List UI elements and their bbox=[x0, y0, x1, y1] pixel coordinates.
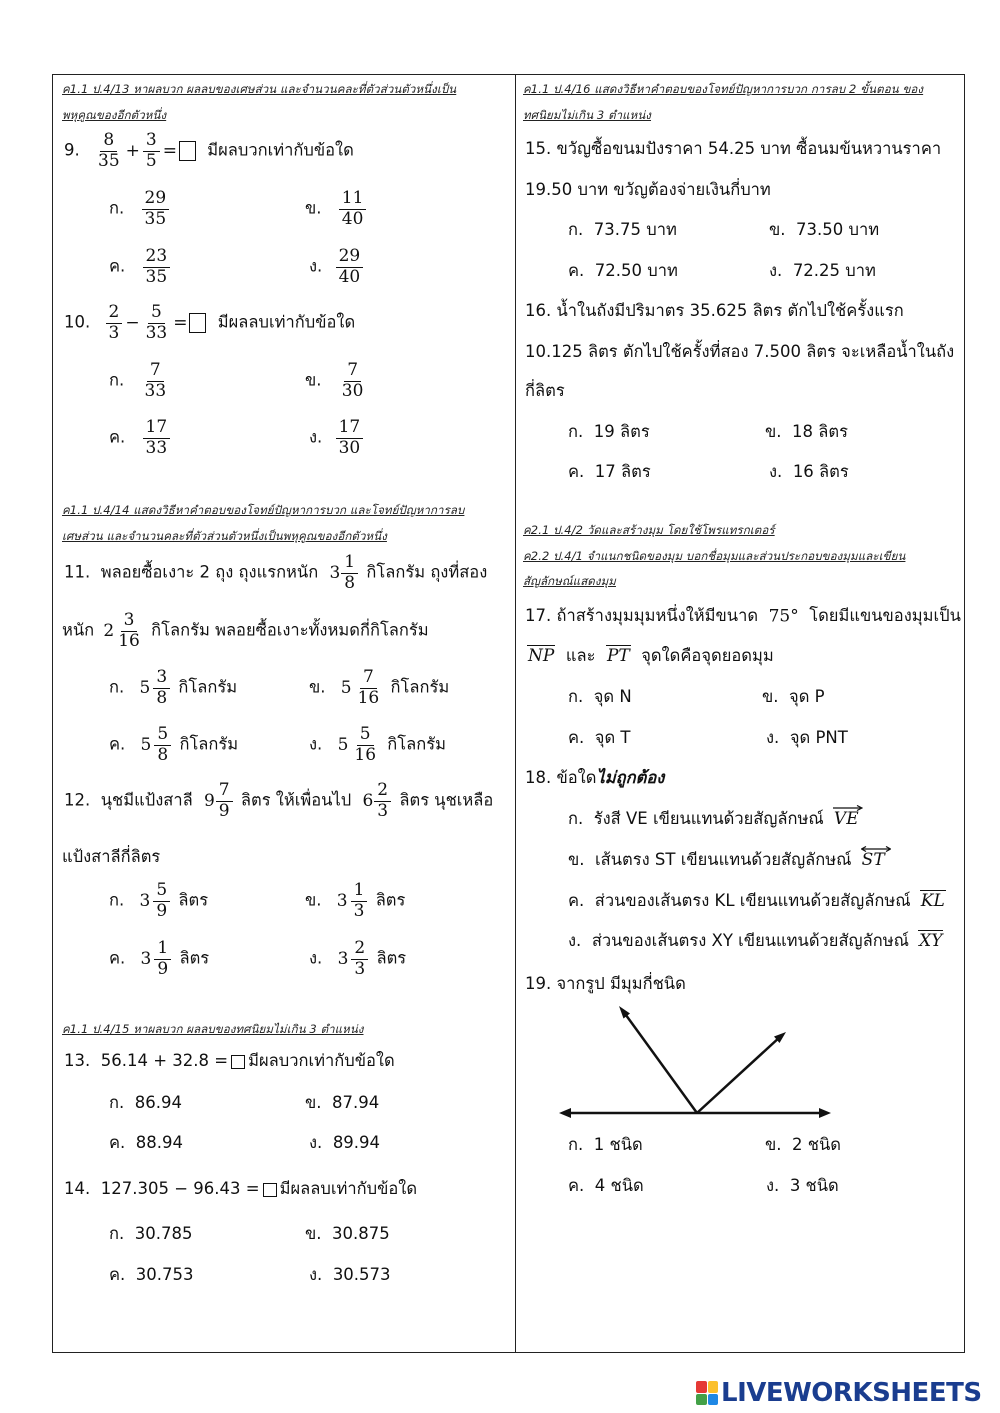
standard-label-2-cont: เศษส่วน และจำนวนคละที่ตัวส่วนตัวหนึ่งเป็นพหุคูณของอีกตัวหนึ่ง bbox=[62, 529, 387, 543]
question-10: 10. $\frac{2}{3}$ − $\frac{5}{33}$ = มีผลลบเท่ากับข้อใด bbox=[64, 302, 356, 343]
option-16b[interactable]: ข. 18 ลิตร bbox=[765, 422, 848, 441]
segment-symbol: NP bbox=[528, 646, 555, 666]
ray-symbol: VE bbox=[833, 809, 860, 829]
option-19d[interactable]: ง. 3 ชนิด bbox=[766, 1176, 839, 1195]
option-19c[interactable]: ค. 4 ชนิด bbox=[568, 1176, 644, 1195]
segment-symbol: KL bbox=[920, 891, 945, 911]
answer-box[interactable] bbox=[189, 313, 206, 333]
option-9b[interactable]: ข. $\frac{11}{40}$ bbox=[305, 189, 369, 229]
option-18b[interactable]: ข. เส้นตรง ST เขียนแทนด้วยสัญลักษณ์ ST bbox=[568, 847, 886, 873]
column-divider bbox=[515, 75, 516, 1352]
option-15a[interactable]: ก. 73.75 บาท bbox=[568, 220, 677, 239]
fraction: $\frac{8}{35}$ bbox=[98, 130, 120, 171]
standard-label-4: ค1.1 ป.4/16 แสดงวิธีหาคำตอบของโจทย์ปัญหาการบวก การลบ 2 ขั้นตอน ของ bbox=[523, 82, 924, 96]
arrow-left bbox=[559, 1108, 571, 1118]
question-11: 11. พลอยซื้อเงาะ 2 ถุง ถุงแรกหนัก 3 $\frac{1}{8}$ กิโลกรัม ถุงที่สอง bbox=[64, 552, 488, 593]
question-12-cont: แป้งสาลีกี่ลิตร bbox=[62, 847, 161, 866]
segment-symbol: XY bbox=[919, 931, 943, 951]
option-19b[interactable]: ข. 2 ชนิด bbox=[765, 1135, 841, 1154]
option-11b[interactable]: ข. 5 $\frac{7}{16}$ กิโลกรัม bbox=[309, 667, 450, 708]
option-9d[interactable]: ง. $\frac{29}{40}$ bbox=[309, 247, 366, 287]
liveworksheets-logo[interactable] bbox=[696, 1378, 982, 1408]
option-9c[interactable]: ค. $\frac{23}{35}$ bbox=[109, 247, 173, 287]
arrow-right bbox=[819, 1108, 831, 1118]
option-12b[interactable]: ข. 3 $\frac{1}{3}$ ลิตร bbox=[305, 880, 406, 921]
option-18a[interactable]: ก. รังสี VE เขียนแทนด้วยสัญลักษณ์ VE bbox=[568, 806, 860, 832]
angle-figure bbox=[557, 1003, 833, 1123]
answer-box[interactable] bbox=[179, 141, 196, 161]
line-symbol: ST bbox=[861, 850, 886, 870]
question-16-cont: 10.125 ลิตร ตักไปใช้ครั้งที่สอง 7.500 ลิตร จะเหลือน้ำในถัง bbox=[525, 342, 955, 361]
option-14a[interactable]: ก. 30.785 bbox=[109, 1224, 193, 1243]
worksheet-page bbox=[52, 74, 965, 1353]
ray-left bbox=[623, 1011, 697, 1113]
question-9: 9. $\frac{8}{35}$ + $\frac{3}{5}$ = มีผลบวกเท่ากับข้อใด bbox=[64, 130, 354, 171]
option-15d[interactable]: ง. 72.25 บาท bbox=[769, 261, 876, 280]
option-10b[interactable]: ข. $\frac{7}{30}$ bbox=[305, 360, 364, 401]
question-11-cont: หนัก 2 $\frac{3}{16}$ กิโลกรัม พลอยซื้อเงาะทั้งหมดกี่กิโลกรัม bbox=[62, 610, 429, 651]
option-18d[interactable]: ง. ส่วนของเส้นตรง XY เขียนแทนด้วยสัญลักษณ์ XY bbox=[568, 931, 943, 951]
question-text: มีผลลบเท่ากับข้อใด bbox=[217, 312, 356, 332]
option-10a[interactable]: ก. $\frac{7}{33}$ bbox=[109, 360, 167, 401]
option-19a[interactable]: ก. 1 ชนิด bbox=[568, 1135, 643, 1154]
question-16-cont2: กี่ลิตร bbox=[525, 381, 565, 400]
standard-label-5: ค2.1 ป.4/2 วัดและสร้างมุม โดยใช้โพรแทรกเตอร์ bbox=[523, 523, 775, 537]
option-11d[interactable]: ง. 5 $\frac{5}{16}$ กิโลกรัม bbox=[309, 724, 446, 765]
standard-label-4-cont: ทศนิยมไม่เกิน 3 ตำแหน่ง bbox=[523, 108, 652, 122]
option-17c[interactable]: ค. จุด T bbox=[568, 728, 631, 747]
standard-label-6-cont: สัญลักษณ์แสดงมุม bbox=[523, 574, 616, 588]
option-10d[interactable]: ง. $\frac{17}{30}$ bbox=[309, 418, 366, 458]
question-14: 14. 127.305 − 96.43 = มีผลลบเท่ากับข้อใด bbox=[64, 1179, 418, 1198]
question-19: 19. จากรูป มีมุมกี่ชนิด bbox=[525, 974, 686, 993]
question-13: 13. 56.14 + 32.8 = มีผลบวกเท่ากับข้อใด bbox=[64, 1051, 395, 1070]
option-13b[interactable]: ข. 87.94 bbox=[305, 1093, 380, 1112]
option-11a[interactable]: ก. 5 $\frac{3}{8}$ กิโลกรัม bbox=[109, 667, 238, 708]
option-11c[interactable]: ค. 5 $\frac{5}{8}$ กิโลกรัม bbox=[109, 724, 239, 765]
ray-right bbox=[697, 1036, 781, 1113]
option-12c[interactable]: ค. 3 $\frac{1}{9}$ ลิตร bbox=[109, 938, 210, 979]
answer-box[interactable] bbox=[263, 1183, 277, 1197]
option-14c[interactable]: ค. 30.753 bbox=[109, 1265, 194, 1284]
option-15c[interactable]: ค. 72.50 บาท bbox=[568, 261, 678, 280]
question-number: 9. bbox=[64, 140, 80, 160]
fraction: $\frac{3}{5}$ bbox=[143, 131, 160, 171]
option-13d[interactable]: ง. 89.94 bbox=[309, 1133, 381, 1152]
answer-box[interactable] bbox=[231, 1055, 245, 1069]
question-text: มีผลบวกเท่ากับข้อใด bbox=[207, 140, 354, 160]
option-14d[interactable]: ง. 30.573 bbox=[309, 1265, 391, 1284]
question-number: 10. bbox=[64, 312, 91, 332]
option-15b[interactable]: ข. 73.50 บาท bbox=[769, 220, 880, 239]
option-13a[interactable]: ก. 86.94 bbox=[109, 1093, 182, 1112]
standard-label-6: ค2.2 ป.4/1 จำแนกชนิดของมุม บอกชื่อมุมและส่วนประกอบของมุมและเขียน bbox=[523, 549, 906, 563]
segment-symbol: PT bbox=[606, 646, 630, 666]
option-17b[interactable]: ข. จุด P bbox=[762, 687, 825, 706]
option-12d[interactable]: ง. 3 $\frac{2}{3}$ ลิตร bbox=[309, 938, 407, 979]
logo-text: LIVEWORKSHEETS bbox=[721, 1378, 982, 1408]
option-10c[interactable]: ค. $\frac{17}{33}$ bbox=[109, 418, 173, 458]
option-16a[interactable]: ก. 19 ลิตร bbox=[568, 422, 650, 441]
question-15: 15. ขวัญซื้อขนมปังราคา 54.25 บาท ซื้อนมข้นหวานราคา bbox=[525, 139, 942, 158]
question-18: 18. ข้อใดไม่ถูกต้อง bbox=[525, 768, 665, 787]
option-13c[interactable]: ค. 88.94 bbox=[109, 1133, 184, 1152]
standard-label-2: ค1.1 ป.4/14 แสดงวิธีหาคำตอบของโจทย์ปัญหาการบวก และโจทย์ปัญหาการลบ bbox=[62, 503, 465, 517]
option-14b[interactable]: ข. 30.875 bbox=[305, 1224, 390, 1243]
option-16d[interactable]: ง. 16 ลิตร bbox=[769, 462, 849, 481]
option-17a[interactable]: ก. จุด N bbox=[568, 687, 632, 706]
standard-label-1-cont: พหุคูณของอีกตัวหนึ่ง bbox=[62, 108, 167, 122]
question-15-cont: 19.50 บาท ขวัญต้องจ่ายเงินกี่บาท bbox=[525, 180, 771, 199]
question-17-cont: NP และ PT จุดใดคือจุดยอดมุม bbox=[528, 646, 774, 666]
option-12a[interactable]: ก. 3 $\frac{5}{9}$ ลิตร bbox=[109, 880, 209, 921]
option-18c[interactable]: ค. ส่วนของเส้นตรง KL เขียนแทนด้วยสัญลักษณ์ KL bbox=[568, 891, 945, 911]
option-16c[interactable]: ค. 17 ลิตร bbox=[568, 462, 651, 481]
logo-icon bbox=[696, 1381, 718, 1405]
standard-label-1: ค1.1 ป.4/13 หาผลบวก ผลลบของเศษส่วน และจำนวนคละที่ตัวส่วนตัวหนึ่งเป็น bbox=[62, 82, 457, 96]
option-9a[interactable]: ก. $\frac{29}{35}$ bbox=[109, 189, 172, 229]
question-12: 12. นุชมีแป้งสาลี 9 $\frac{7}{9}$ ลิตร ให้เพื่อนไป 6 $\frac{2}{3}$ ลิตร นุชเหลือ bbox=[64, 780, 494, 821]
question-17: 17. ถ้าสร้างมุมมุมหนึ่งให้มีขนาด 75° โดยมีแขนของมุมเป็น bbox=[525, 606, 961, 627]
standard-label-3: ค1.1 ป.4/15 หาผลบวก ผลลบของทศนิยมไม่เกิน 3 ตำแหน่ง bbox=[62, 1022, 364, 1036]
question-16: 16. น้ำในถังมีปริมาตร 35.625 ลิตร ตักไปใช้ครั้งแรก bbox=[525, 301, 904, 320]
option-17d[interactable]: ง. จุด PNT bbox=[766, 728, 848, 747]
